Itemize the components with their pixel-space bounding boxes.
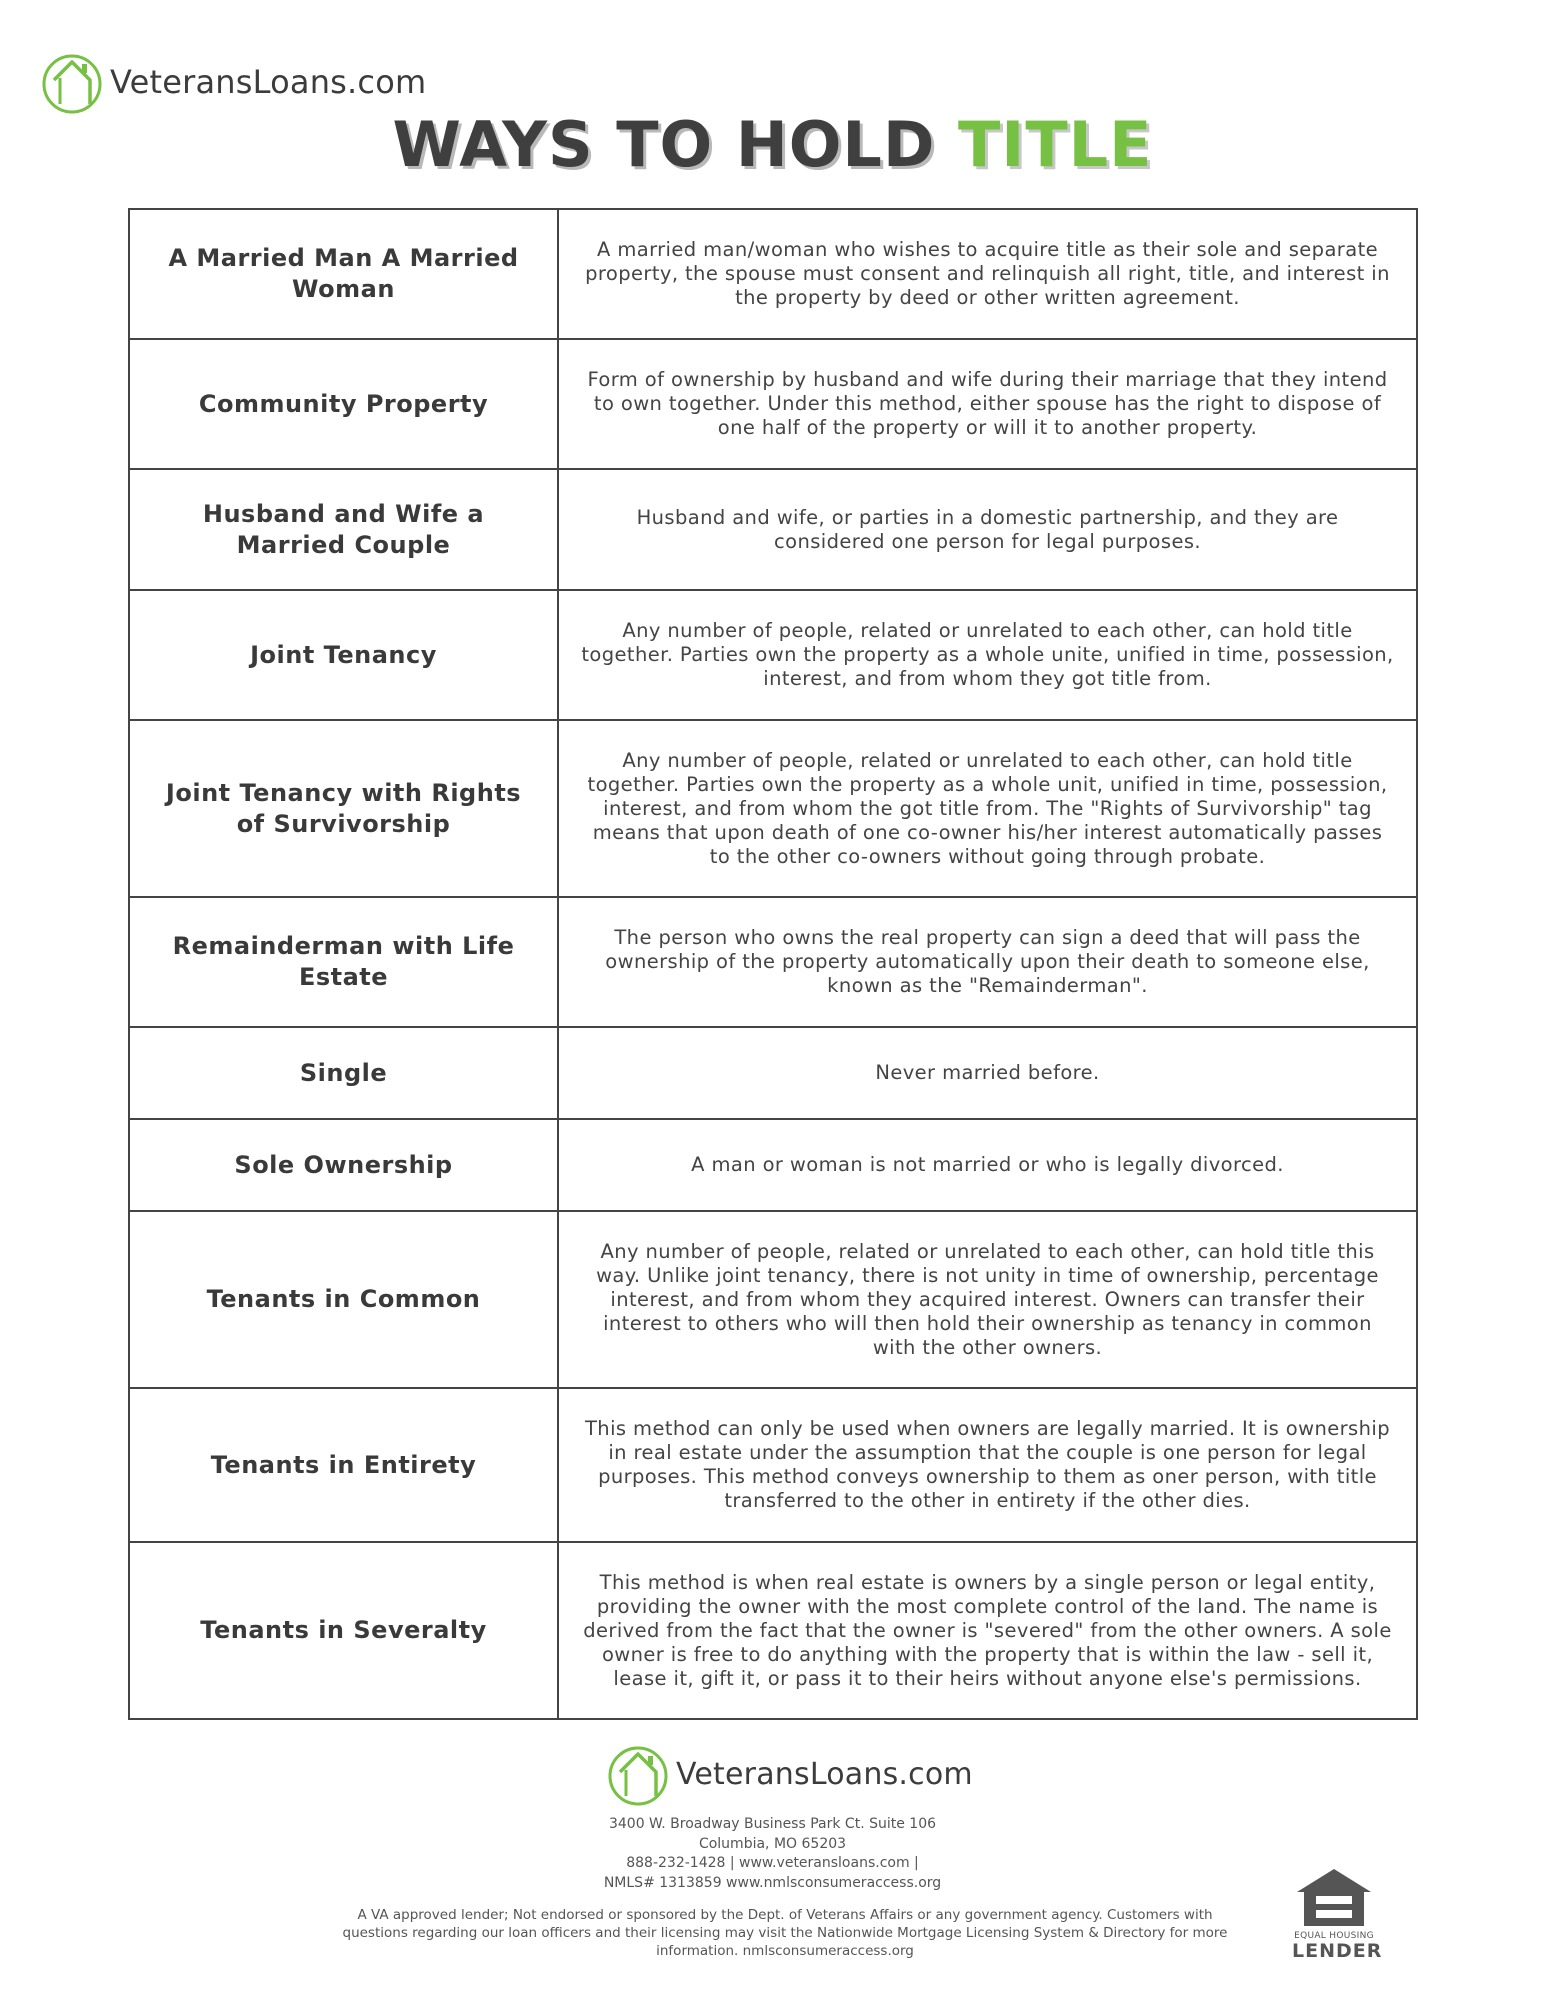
header-logo — [38, 48, 426, 116]
table-row — [129, 1211, 1417, 1388]
house-logo-icon — [604, 1740, 672, 1808]
ways-to-hold-title-table — [128, 208, 1418, 1720]
definition-cell: This method can only be used when owners are legally married. It is ownership in real estate under the assumption that the couple is one person for legal purposes. This method conveys ownership to them as oner person, with title transferred to the other in entirety if the other dies. — [558, 1388, 1417, 1542]
table-row — [129, 339, 1417, 469]
footer-logo-text: VeteransLoans.com — [676, 1756, 973, 1792]
disclaimer-text: A VA approved lender; Not endorsed or sponsored by the Dept. of Veterans Affairs or any government agency. Customers with questions regarding our loan officers and their licensing may visit the Nationwide Mortgage Licensing System & Directory for more information. nmlsconsumeraccess.org — [342, 1907, 1228, 1959]
table-row — [129, 720, 1417, 897]
title-main: WAYS TO HOLD — [392, 108, 958, 181]
table-row — [129, 1027, 1417, 1119]
table-row — [129, 590, 1417, 720]
definition-cell: Husband and wife, or parties in a domestic partnership, and they are considered one person for legal purposes. — [558, 469, 1417, 590]
table-row — [129, 209, 1417, 339]
page-title — [0, 108, 1545, 181]
contact-line: 888-232-1428 | www.veteransloans.com | — [626, 1855, 919, 1871]
definition-cell: Never married before. — [558, 1027, 1417, 1119]
table-row — [129, 469, 1417, 590]
term-cell: Tenants in Entirety — [129, 1388, 558, 1542]
ehl-small-text: EQUAL HOUSING — [1294, 1931, 1374, 1941]
address-line-1: 3400 W. Broadway Business Park Ct. Suite 106 — [608, 1816, 937, 1832]
house-logo-icon — [38, 48, 106, 116]
table-row — [129, 1542, 1417, 1719]
nmls-line: NMLS# 1313859 www.nmlsconsumeraccess.org — [603, 1874, 942, 1891]
term-cell: Husband and Wife a Married Couple — [129, 469, 558, 590]
definition-cell: Any number of people, related or unrelated to each other, can hold title together. Parties own the property as a whole unite, unified in time, possession, interest, and from whom they got title from. — [558, 590, 1417, 720]
header-logo-text: VeteransLoans.com — [110, 63, 427, 101]
address-line-2: Columbia, MO 65203 — [698, 1835, 847, 1852]
equal-housing-icon — [1294, 1866, 1374, 1928]
term-cell: Single — [129, 1027, 558, 1119]
term-cell: Community Property — [129, 339, 558, 469]
term-cell: Joint Tenancy with Rights of Survivorship — [129, 720, 558, 897]
term-cell: Remainderman with Life Estate — [129, 897, 558, 1027]
footer-logo — [604, 1740, 973, 1808]
term-cell: A Married Man A Married Woman — [129, 209, 558, 339]
definition-cell: A married man/woman who wishes to acquire title as their sole and separate property, the spouse must consent and relinquish all right, title, and interest in the property by deed or other written agreement. — [558, 209, 1417, 339]
term-cell: Sole Ownership — [129, 1119, 558, 1211]
equal-housing-lender-badge — [1292, 1866, 1383, 1962]
table-row — [129, 1119, 1417, 1211]
definition-cell: The person who owns the real property can sign a deed that will pass the ownership of the property automatically upon their death to someone else, known as the "Remainderman". — [558, 897, 1417, 1027]
ehl-big-text: LENDER — [1292, 1940, 1383, 1962]
definition-cell: Any number of people, related or unrelated to each other, can hold title together. Parties own the property as a whole unit, unified in time, possession, interest, and from whom the got title from. The "Rights of Survivorship" tag means that upon death of one co-owner his/her interest automatically passes to the other co-owners without going through probate. — [558, 720, 1417, 897]
definition-cell: Form of ownership by husband and wife during their marriage that they intend to own together. Under this method, either spouse has the right to dispose of one half of the property or will it to another property. — [558, 339, 1417, 469]
table-row — [129, 897, 1417, 1027]
definition-cell: Any number of people, related or unrelated to each other, can hold title this way. Unlike joint tenancy, there is not unity in time of ownership, percentage interest, and from whom they acquired interest. Owners can transfer their interest to others who will then hold their ownership as tenancy in common with the other owners. — [558, 1211, 1417, 1388]
table-row — [129, 1388, 1417, 1542]
title-accent: TITLE — [958, 108, 1153, 181]
term-cell: Tenants in Common — [129, 1211, 558, 1388]
term-cell: Tenants in Severalty — [129, 1542, 558, 1719]
term-cell: Joint Tenancy — [129, 590, 558, 720]
definition-cell: This method is when real estate is owners by a single person or legal entity, providing the owner with the most complete control of the land. The name is derived from the fact that the owner is "severed" from the other owners. A sole owner is free to do anything with the property that is within the law - sell it, lease it, gift it, or pass it to their heirs without anyone else's permissions. — [558, 1542, 1417, 1719]
definition-cell: A man or woman is not married or who is legally divorced. — [558, 1119, 1417, 1211]
